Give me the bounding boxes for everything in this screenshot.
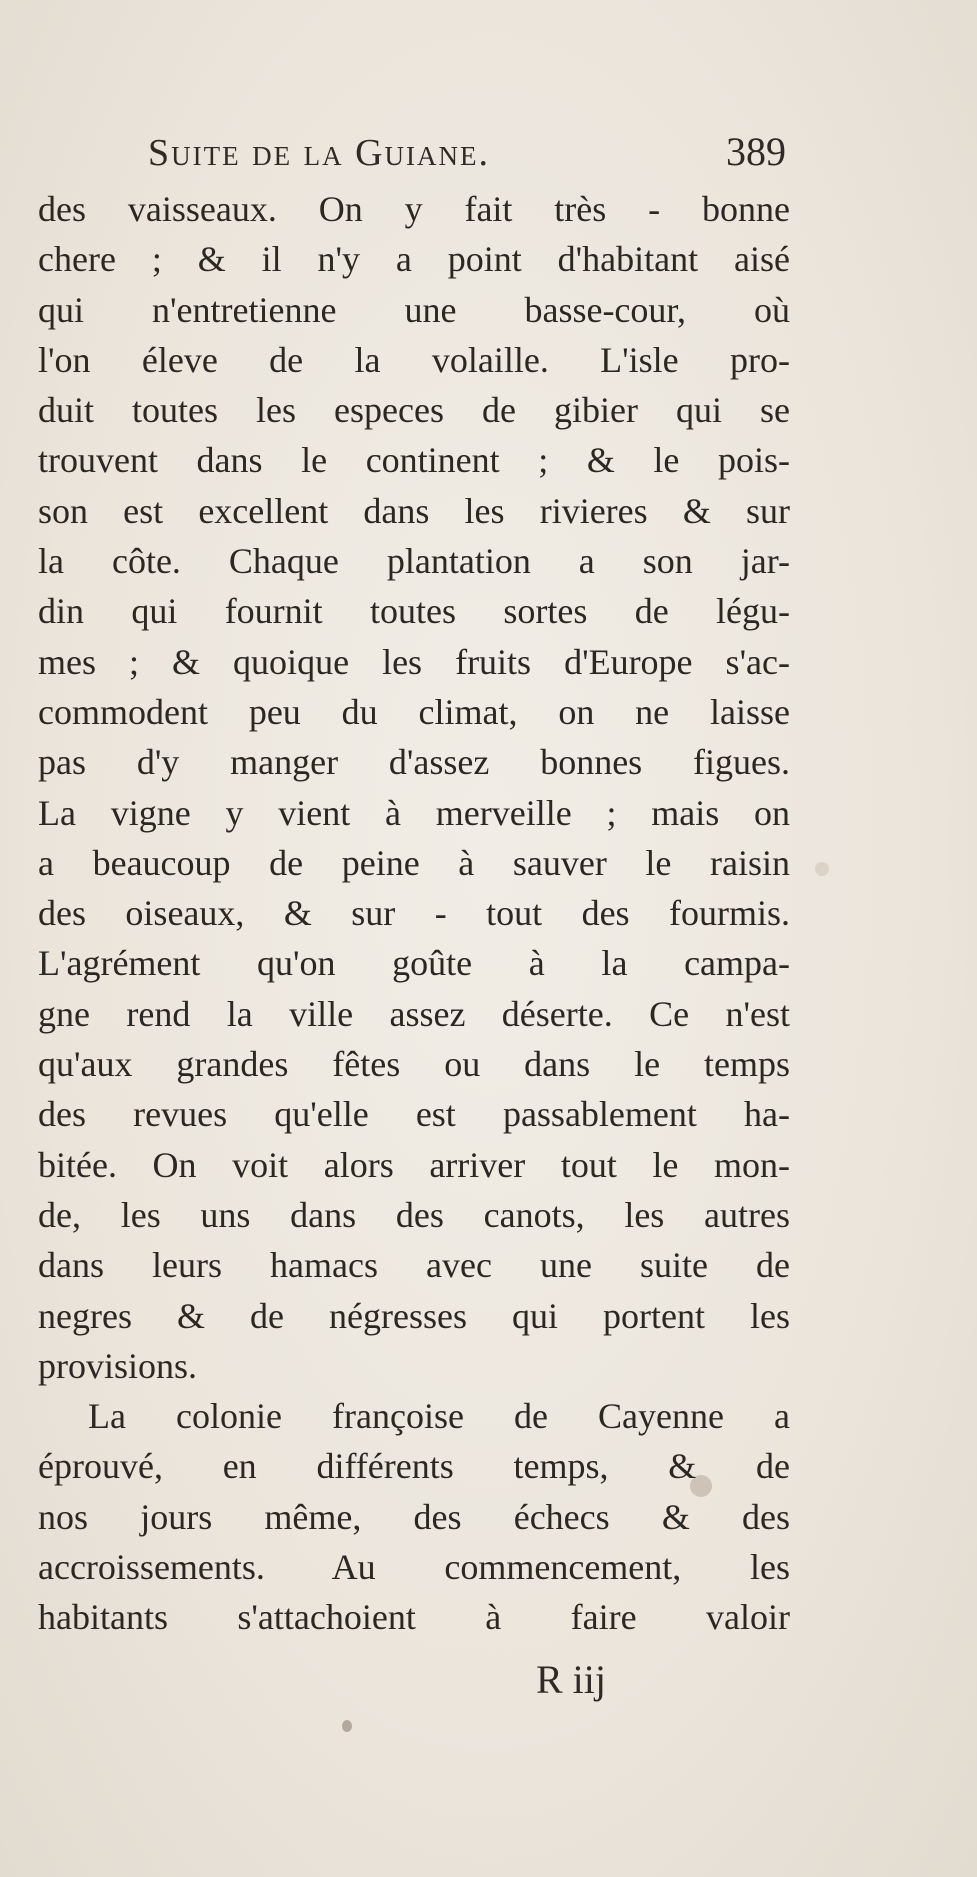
page-number: 389 [726, 129, 786, 174]
text-line: bitée. On voit alors arriver tout le mon- [38, 1144, 790, 1185]
body-text [38, 184, 790, 1643]
text-line: duit toutes les especes de gibier qui se [38, 390, 790, 431]
text-line: gne rend la ville assez déserte. Ce n'est [38, 993, 790, 1034]
text-line: l'on éleve de la volaille. L'isle pro- [38, 339, 790, 380]
text-line: des vaisseaux. On y fait très - bonne [38, 189, 790, 229]
text-line: L'agrément qu'on goûte à la campa- [38, 943, 790, 984]
text-line: habitants s'attachoient à faire valoir [38, 1597, 790, 1638]
text-line: des oiseaux, & sur - tout des fourmis. [38, 893, 790, 934]
text-line: éprouvé, en différents temps, & de [38, 1446, 790, 1487]
text-line: negres & de négresses qui portent les [38, 1295, 790, 1336]
text-line: a beaucoup de peine à sauver le raisin [38, 842, 790, 883]
running-head: Suite de la Guiane. [148, 132, 491, 174]
text-line: accroissements. Au commencement, les [38, 1547, 790, 1588]
page-header [148, 128, 786, 188]
text-line: nos jours même, des échecs & des [38, 1496, 790, 1537]
text-line: dans leurs hamacs avec une suite de [38, 1245, 790, 1286]
text-line: provisions. [38, 1345, 198, 1386]
text-line: des revues qu'elle est passablement ha- [38, 1094, 790, 1135]
text-line: qui n'entretienne une basse-cour, où [38, 289, 790, 330]
text-line: La colonie françoise de Cayenne a [88, 1396, 790, 1437]
text-line: La vigne y vient à merveille ; mais on [38, 792, 790, 833]
foxing-spot [815, 862, 829, 876]
text-line: din qui fournit toutes sortes de légu- [38, 591, 790, 632]
text-line: la côte. Chaque plantation a son jar- [38, 541, 790, 582]
foxing-spot [342, 1720, 352, 1732]
signature-mark: R iij [536, 1657, 607, 1702]
text-line: mes ; & quoique les fruits d'Europe s'ac- [38, 641, 790, 682]
text-line: trouvent dans le continent ; & le pois- [38, 440, 790, 481]
text-line: pas d'y manger d'assez bonnes figues. [38, 742, 790, 783]
text-line: chere ; & il n'y a point d'habitant aisé [38, 239, 790, 280]
text-line: de, les uns dans des canots, les autres [38, 1194, 790, 1235]
text-line: son est excellent dans les rivieres & sur [38, 490, 790, 531]
text-line: qu'aux grandes fêtes ou dans le temps [38, 1044, 790, 1085]
text-line: commodent peu du climat, on ne laisse [38, 691, 790, 732]
